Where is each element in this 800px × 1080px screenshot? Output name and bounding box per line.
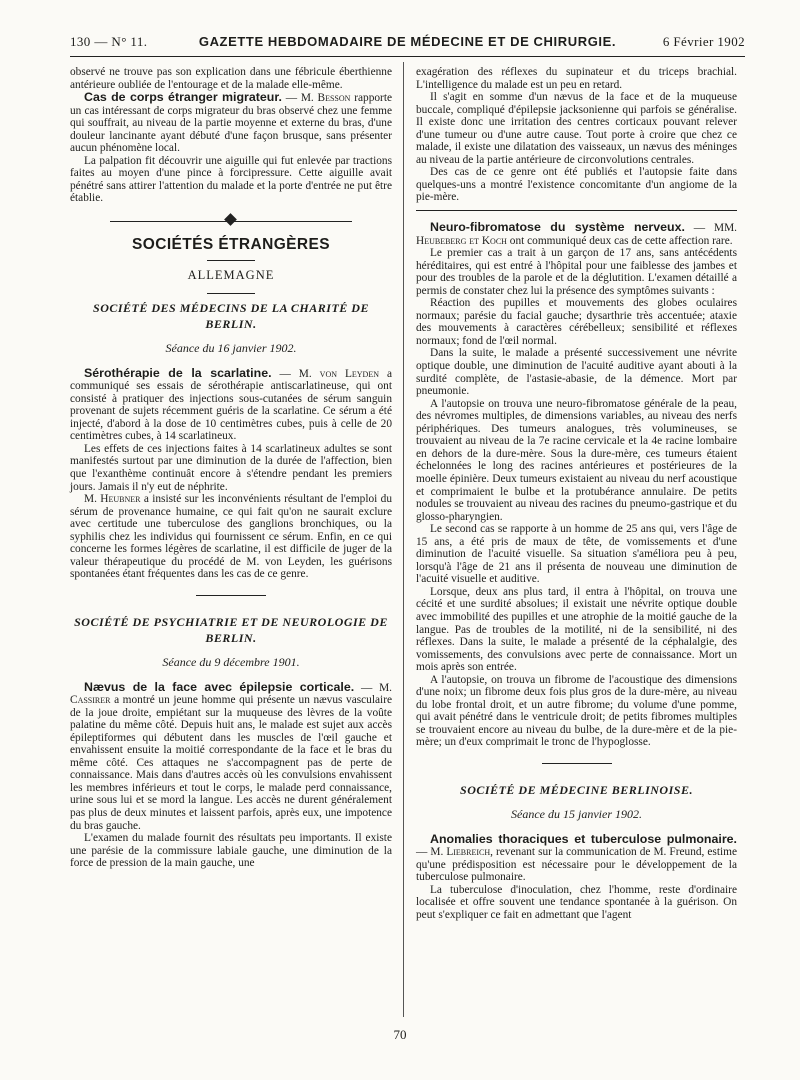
article-paragraph: A l'autopsie, on trouva un fibrome de l'acoustique des dimensions d'une noix; un fibrome deux fois plus gros de la dure-mère, au niveau du lobe frontal droit, et un autre fibrome; du volume d'une pomme, qui avait pénétré dans le ventricule droit; de petits fibromes multiples se trouvaient encore au niveau du bulbe, de la dure-mère et de la pie-mère; un d'eux comprimait le tronc de l'hypoglosse.: [416, 673, 737, 749]
article-paragraph: Des cas de ce genre ont été publiés et l'autopsie faite dans quelques-uns a montré l'existence concomitante d'un angiome de la pie-mère.: [416, 166, 737, 204]
author-name: M. Besson: [300, 92, 351, 105]
issue-date: 6 Février 1902: [662, 34, 745, 49]
column-divider: [403, 62, 404, 1017]
ornamental-divider: [70, 213, 392, 229]
session-date: Séance du 15 janvier 1902.: [511, 806, 642, 821]
short-rule: [207, 293, 255, 294]
article-anomalies: Anomalies thoraciques et tuberculose pulmonaire. — M. Liebreich, revenant sur la communication de M. Freund, estime qu'une prédisposition est nécessaire pour le développement de la tuberculose pulmonaire.: [416, 831, 737, 884]
article-paragraph: Dans la suite, le malade a présenté successivement une névrite optique double, une diminution de l'acuité auditive ayant abouti à la surdité complète, de l'astasie-abasie, de la démence. Mort par pneumonie.: [416, 347, 737, 398]
article-paragraph: L'examen du malade fournit des résultats peu importants. Il existe une parésie de la commissure labiale gauche, une diminution de la force de pression de la main gauche, une: [70, 832, 392, 870]
section-rule: [196, 595, 266, 596]
article-paragraph: La tuberculose d'inoculation, chez l'homme, reste d'ordinaire localisée et offre souvent une tendance spontanée à la guérison. On peut s'expliquer ce fait en admettant que l'agent: [416, 883, 737, 921]
page-footer-number: 70: [393, 1027, 407, 1042]
article-paragraph: Le second cas se rapporte à un homme de 25 ans qui, vers l'âge de 15 ans, a été pris de maux de tête, de vomissements et d'une diminution de l'acuité visuelle. Sa situation s'améliora peu à peu, lorsqu'à l'âge de 21 ans il présenta de nouveau une diminution de l'acuité visuelle et auditive.: [416, 523, 737, 586]
article-title: Anomalies thoraciques et tuberculose pulmonaire.: [430, 831, 737, 846]
continued-paragraph: exagération des réflexes du supinateur et du triceps brachial. L'intelligence du malade est un peu en retard.: [416, 66, 737, 91]
section-rule: [542, 763, 612, 764]
session-date: Séance du 16 janvier 1902.: [165, 341, 297, 356]
section-rule: [416, 210, 737, 211]
author-name: MM. Heubeberg et Koch: [416, 222, 738, 247]
article-neurofibromatose: Neuro-fibromatose du système nerveux. — MM. Heubeberg et Koch ont communiqué deux cas de cette affection rare.: [416, 220, 738, 247]
article-paragraph: Le premier cas a trait à un garçon de 17 ans, sans antécédents héréditaires, qui est entré à l'hôpital pour une faiblesse des jambes et pour des troubles de la parole et de la déglutition. L'examen détaillé a permis de constater chez lui la présence des symptômes suivants :: [416, 247, 737, 297]
section-title: SOCIÉTÉS ÉTRANGÈRES: [132, 236, 330, 254]
author-name: M. Cassirer: [70, 681, 392, 707]
article-paragraph: Les effets de ces injections faites à 14 scarlatineux adultes se sont manifestés surtout par une diminution de la durée de l'affection, bien que l'exanthème continuât encore à s'étendre pendant les premiers jours. Jamais il n'y eut de néphrite.: [70, 442, 392, 493]
article-text: a montré un jeune homme qui présente un nævus vasculaire de la joue droite, empiétant sur la muqueuse des lèvres de la voûte palatine du même côté. Depuis huit ans, le malade est sujet aux accès épileptiformes qui débutent dans les muscles de l'œil gauche et envahissent ensuite la moitié correspondante de la face et le bras du même côté. Ces attaques ne s'accompagnent pas de perte de connaissance. Mais dans d'autres accès où les convulsions envahissent les membres inférieurs et tout le corps, le malade perd connaissance, urine sous lui et se mord la langue. Les accès ne durent généralement pas plus de deux minutes et laissent parfois, après eux, une impotence du bras gauche.: [70, 694, 393, 832]
author-name: M. von Leyden: [298, 367, 379, 380]
running-header: [70, 30, 745, 57]
article-paragraph: Réaction des pupilles et mouvements des globes oculaires normaux; parésie du facial gauche; dysarthrie très accentuée; ataxie des mouvements à caractères cérébelleux; sensibilité et réflexes normaux; fond de l'œil normal.: [416, 297, 737, 347]
article-title: Cas de corps étranger migrateur.: [84, 90, 282, 105]
society-heading: SOCIÉTÉ DE MÉDECINE BERLINOISE.: [460, 782, 693, 797]
right-column: [416, 66, 737, 921]
article-text: ont communiqué deux cas de cette affection rare.: [509, 234, 733, 247]
article-text: a insisté sur les inconvénients résultant de l'emploi du sérum de provenance humaine, ce qui fait qu'on ne saurait exclure avec certitude une tuberculose des ganglions bronchiques, ou la syphilis chez les individus qui fournissent ce sérum. Enfin, en ce qui concerne les formes légères de scarlatine, il est difficile de juger de la valeur thérapeutique du procédé de M. von Leyden, les guérisons spontanées étant fréquentes dans les cas de ce genre.: [70, 493, 393, 581]
article-naevus: Nævus de la face avec épilepsie corticale. — M. Cassirer a montré un jeune homme qui présente un nævus vasculaire de la joue droite, empiétant sur la muqueuse des lèvres de la voûte palatine du même côté. Depuis huit ans, le malade est sujet aux accès épileptiformes qui débutent dans les muscles de l'œil gauche et envahissent ensuite la moitié correspondante de la face et le bras du même côté. Ces attaques ne s'accompagnent pas de perte de connaissance. Mais dans d'autres accès où les convulsions envahissent les membres inférieurs et tout le corps, le malade perd connaissance, urine sous lui et se mord la langue. Les accès ne durent généralement pas plus de deux minutes et laissent parfois, après eux, une impotence du bras gauche.: [70, 679, 393, 832]
article-paragraph: A l'autopsie on trouva une neuro-fibromatose générale de la peau, des névromes multiples, de dimensions variables, au niveau des nerfs périphériques. Des tumeurs analogues, très volumineuses, se trouvaient au niveau de la 7e racine cervicale et la 4e racine lombaire en dehors de la dure-mère. Sous la dure-mère, ces tumeurs étaient échelonnées le long des racines antérieures et postérieures de la moelle épinière. Deux tumeurs existaient au niveau du nerf acoustique et comprimaient le bulbe et la protubérance annulaire. De petits nodules se trouvaient au niveau des racines du pneumo-gastrique et du glosso-pharyngien.: [416, 397, 737, 523]
article-title: Neuro-fibromatose du système nerveux.: [430, 220, 685, 235]
author-name: M. Liebreich,: [430, 846, 493, 859]
article-text: a communiqué ses essais de sérothérapie antiscarlatineuse, qui ont consisté à pratiquer des injections sous-cutanées de sérum sanguin provenant de sujets récemment guéris de la scarlatine. Ce sérum a été injecté, d'abord à la dose de 10 centimètres cubes, puis à celle de 20 centimètres cubes, à 14 scarlatineux.: [70, 367, 393, 443]
article-paragraph: La palpation fit découvrir une aiguille qui fut enlevée par tractions faites au moyen d'une pince à forcipressure. Cette aiguille avait pénétré sans attirer l'attention du malade et la porte d'entrée ne put être établie.: [70, 154, 392, 205]
journal-title: GAZETTE HEBDOMADAIRE DE MÉDECINE ET DE CHIRURGIE.: [198, 34, 617, 49]
article-serotherapie: Sérothérapie de la scarlatine. — M. von Leyden a communiqué ses essais de sérothérapie antiscarlatineuse, qui ont consisté à pratiquer des injections sous-cutanées de sérum sanguin provenant de sujets récemment guéris de la scarlatine. Ce sérum a été injecté, d'abord à la dose de 10 centimètres cubes, puis à celle de 20 centimètres cubes, à 14 scarlatineux.: [70, 365, 393, 443]
article-paragraph: [70, 493, 392, 581]
article-text: revenant sur la communication de M. Freund, estime qu'une prédisposition est nécessaire pour le développement de la tuberculose pulmonaire.: [416, 846, 737, 884]
article-title: Nævus de la face avec épilepsie corticale.: [84, 679, 355, 694]
session-date: Séance du 9 décembre 1901.: [162, 654, 300, 669]
article-paragraph: Lorsque, deux ans plus tard, il entra à l'hôpital, on trouva une cécité et une surdité absolues; il existait une névrite optique double avec immobilité des pupilles et une atrophie de la moitié gauche de la langue. Pas de troubles de la motilité, ni de la sensibilité, ni des réflexes. Dans la suite, le malade a présenté de la céphalalgie, des vomissements, des convulsions avec perte de connaissance. Mort un mois après son entrée.: [416, 585, 737, 674]
article-corps-etranger: Cas de corps étranger migrateur. — M. Besson rapporte un cas intéressant de corps migrateur du bras observé chez une femme qui souffrait, au niveau de la partie moyenne et externe du bras, d'une douleur lancinante ayant débuté d'une façon brusque, sans présenter aucun phénomène local.: [70, 90, 393, 155]
page-number-issue: 130 — N° 11.: [70, 34, 148, 49]
article-text: rapporte un cas intéressant de corps migrateur du bras observé chez une femme qui souffrait, au niveau de la partie moyenne et externe du bras, d'une douleur lancinante ayant débuté d'une façon brusque, sans présenter aucun phénomène local.: [70, 92, 393, 155]
article-paragraph: Il s'agit en somme d'un nævus de la face et de la muqueuse buccale, compliqué d'épilepsie jacksonienne qui parfois se généralise. Il existe donc une irritation des centres corticaux pouvant relever d'une tumeur ou d'une autre cause. Tout porte à croire que chez ce malade, il existe une dilatation des vaisseaux, un nævus des méninges au niveau de la partie antérieure de circonvolutions centrales.: [416, 91, 737, 166]
intro-paragraph: observé ne trouve pas son explication dans une fébricule éberthienne antérieure oubliée de l'entourage et de la malade elle-même.: [70, 66, 392, 91]
author-name: M. Heubner: [84, 493, 141, 506]
article-title: Sérothérapie de la scarlatine.: [84, 365, 272, 380]
left-column: [70, 66, 392, 870]
society-heading: SOCIÉTÉ DE PSYCHIATRIE ET DE NEUROLOGIE DE BERLIN.: [74, 614, 388, 645]
country-heading: ALLEMAGNE: [187, 267, 275, 282]
society-heading: SOCIÉTÉ DES MÉDECINS DE LA CHARITÉ DE BERLIN.: [93, 301, 369, 332]
short-rule: [207, 260, 255, 261]
